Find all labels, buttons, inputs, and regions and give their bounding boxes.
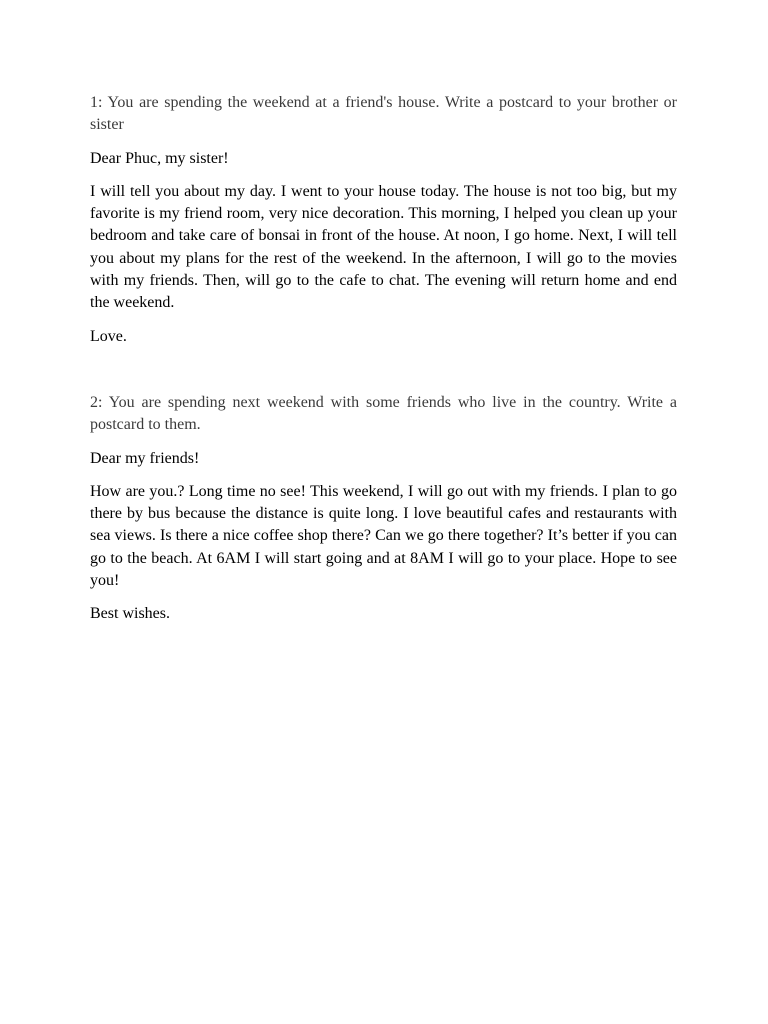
body-paragraph-2: How are you.? Long time no see! This weekend, I will go out with my friends. I plan to go there by bus because the distance is quite long. I love beautiful cafes and restaurants with sea views. Is there a nice coffee shop there? Can we go there together? It’s better if you can go to the beach. At 6AM I will start going and at 8AM I will go to your place. Hope to see you!: [90, 482, 677, 590]
task-prompt-2: 2: You are spending next weekend with some friends who live in the country. Write a postcard to them.: [90, 393, 677, 434]
closing-1: Love.: [90, 327, 127, 345]
postcard-section-2: [90, 392, 677, 626]
closing-2: Best wishes.: [90, 605, 170, 623]
document-page: [90, 92, 677, 637]
greeting-1: Dear Phuc, my sister!: [90, 149, 229, 167]
greeting-2: Dear my friends!: [90, 449, 200, 467]
postcard-section-1: [90, 92, 677, 348]
section-spacer: [90, 359, 677, 392]
task-prompt-1: 1: You are spending the weekend at a friend's house. Write a postcard to your brother or sister: [90, 94, 677, 134]
body-paragraph-1: I will tell you about my day. I went to your house today. The house is not too big, but my favorite is my friend room, very nice decoration. This morning, I helped you clean up your bedroom and take care of bonsai in front of the house. At noon, I go home. Next, I will tell you about my plans for the rest of the weekend. In the afternoon, I will go to the movies with my friends. Then, will go to the cafe to chat. The evening will return home and end the weekend.: [90, 182, 677, 312]
